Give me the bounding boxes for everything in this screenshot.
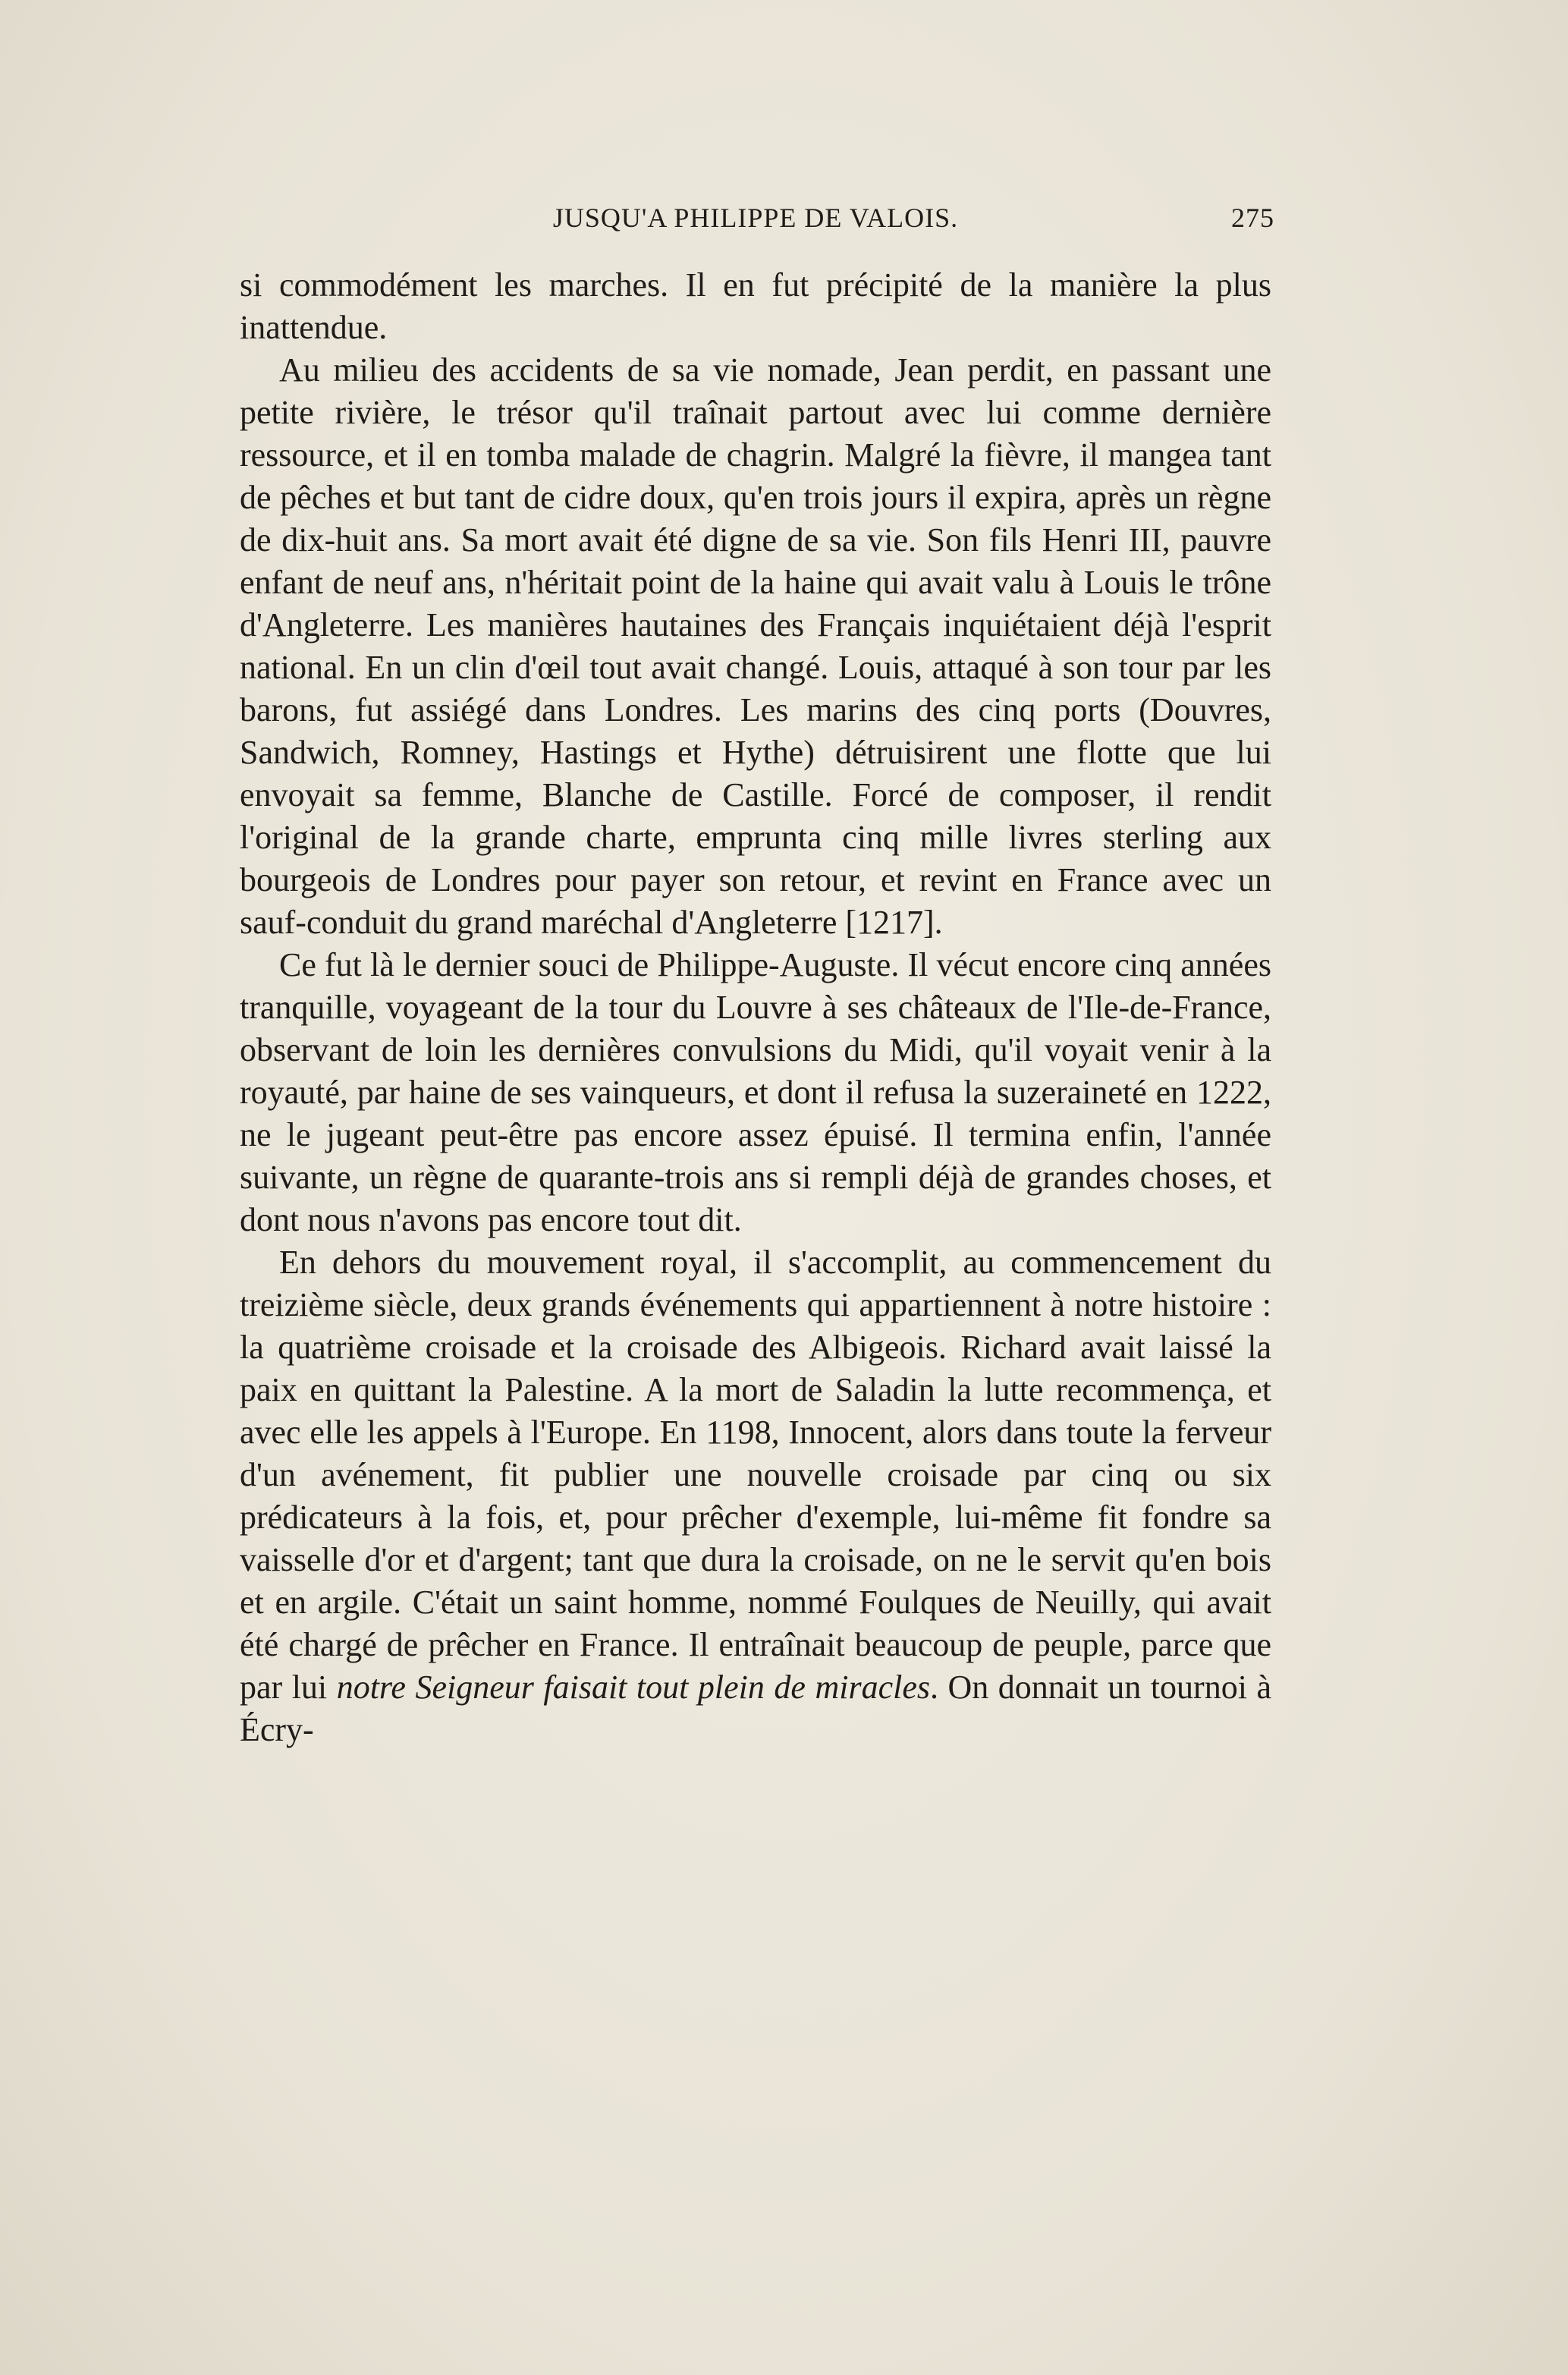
- paragraph-2: Au milieu des accidents de sa vie nomade, Jean perdit, en passant une petite rivière, le trésor qu'il traînait partout avec lui comme dernière ressource, et il en tomba malade de chagrin. Malgré la fièvre, il mangea tant de pêches et but tant de cidre doux, qu'en trois jours il expira, après un règne de dix-huit ans. Sa mort avait été digne de sa vie. Son fils Henri III, pauvre enfant de neuf ans, n'héritait point de la haine qui avait valu à Louis le trône d'Angleterre. Les manières hautaines des Français inquiétaient déjà l'esprit national. En un clin d'œil tout avait changé. Louis, attaqué à son tour par les barons, fut assiégé dans Londres. Les marins des cinq ports (Douvres, Sandwich, Romney, Hastings et Hythe) détruisirent une flotte que lui envoyait sa femme, Blanche de Castille. Forcé de composer, il rendit l'original de la grande charte, emprunta cinq mille livres sterling aux bourgeois de Londres pour payer son retour, et revint en France avec un sauf-conduit du grand maréchal d'Angleterre [1217].: [240, 351, 1271, 941]
- running-title: JUSQU'A PHILIPPE DE VALOIS.: [552, 203, 959, 233]
- body-text: [240, 264, 1271, 1751]
- paragraph-1: si commodément les marches. Il en fut précipité de la manière la plus inattendue.: [240, 266, 1271, 346]
- paragraph-4-part-1: En dehors du mouvement royal, il s'accomplit, au commencement du treizième siècle, deux grands événements qui appartiennent à notre histoire : la quatrième croisade et la croisade des Albigeois. Richard avait laissé la paix en quittant la Palestine. A la mort de Saladin la lutte recommença, et avec elle les appels à l'Europe. En 1198, Innocent, alors dans toute la ferveur d'un avénement, fit publier une nouvelle croisade par cinq ou six prédicateurs à la fois, et, pour prêcher d'exemple, lui-même fit fondre sa vaisselle d'or et d'argent; tant que dura la croisade, on ne le servit qu'en bois et en argile. C'était un saint homme, nommé Foulques de Neuilly, qui avait été chargé de prêcher en France. Il entraînait beaucoup de peuple, parce que par lui: [240, 1244, 1271, 1706]
- running-head: [240, 194, 1274, 240]
- paragraph-3: Ce fut là le dernier souci de Philippe-Auguste. Il vécut encore cinq années tranquille, voyageant de la tour du Louvre à ses châteaux de l'Ile-de-France, observant de loin les dernières convulsions du Midi, qu'il voyait venir à la royauté, par haine de ses vainqueurs, et dont il refusa la suzeraineté en 1222, ne le jugeant peut-être pas encore assez épuisé. Il termina enfin, l'année suivante, un règne de quarante-trois ans si rempli déjà de grandes choses, et dont nous n'avons pas encore tout dit.: [240, 946, 1271, 1238]
- paragraph-4: [240, 1241, 1271, 1751]
- page-number: 275: [1231, 203, 1274, 233]
- paragraph-4-part-2: . On donnait un tournoi à Écry-: [240, 1669, 1271, 1748]
- paragraph-4-italic: notre Seigneur faisait tout plein de miracles: [336, 1669, 930, 1706]
- book-page: [240, 194, 1274, 1751]
